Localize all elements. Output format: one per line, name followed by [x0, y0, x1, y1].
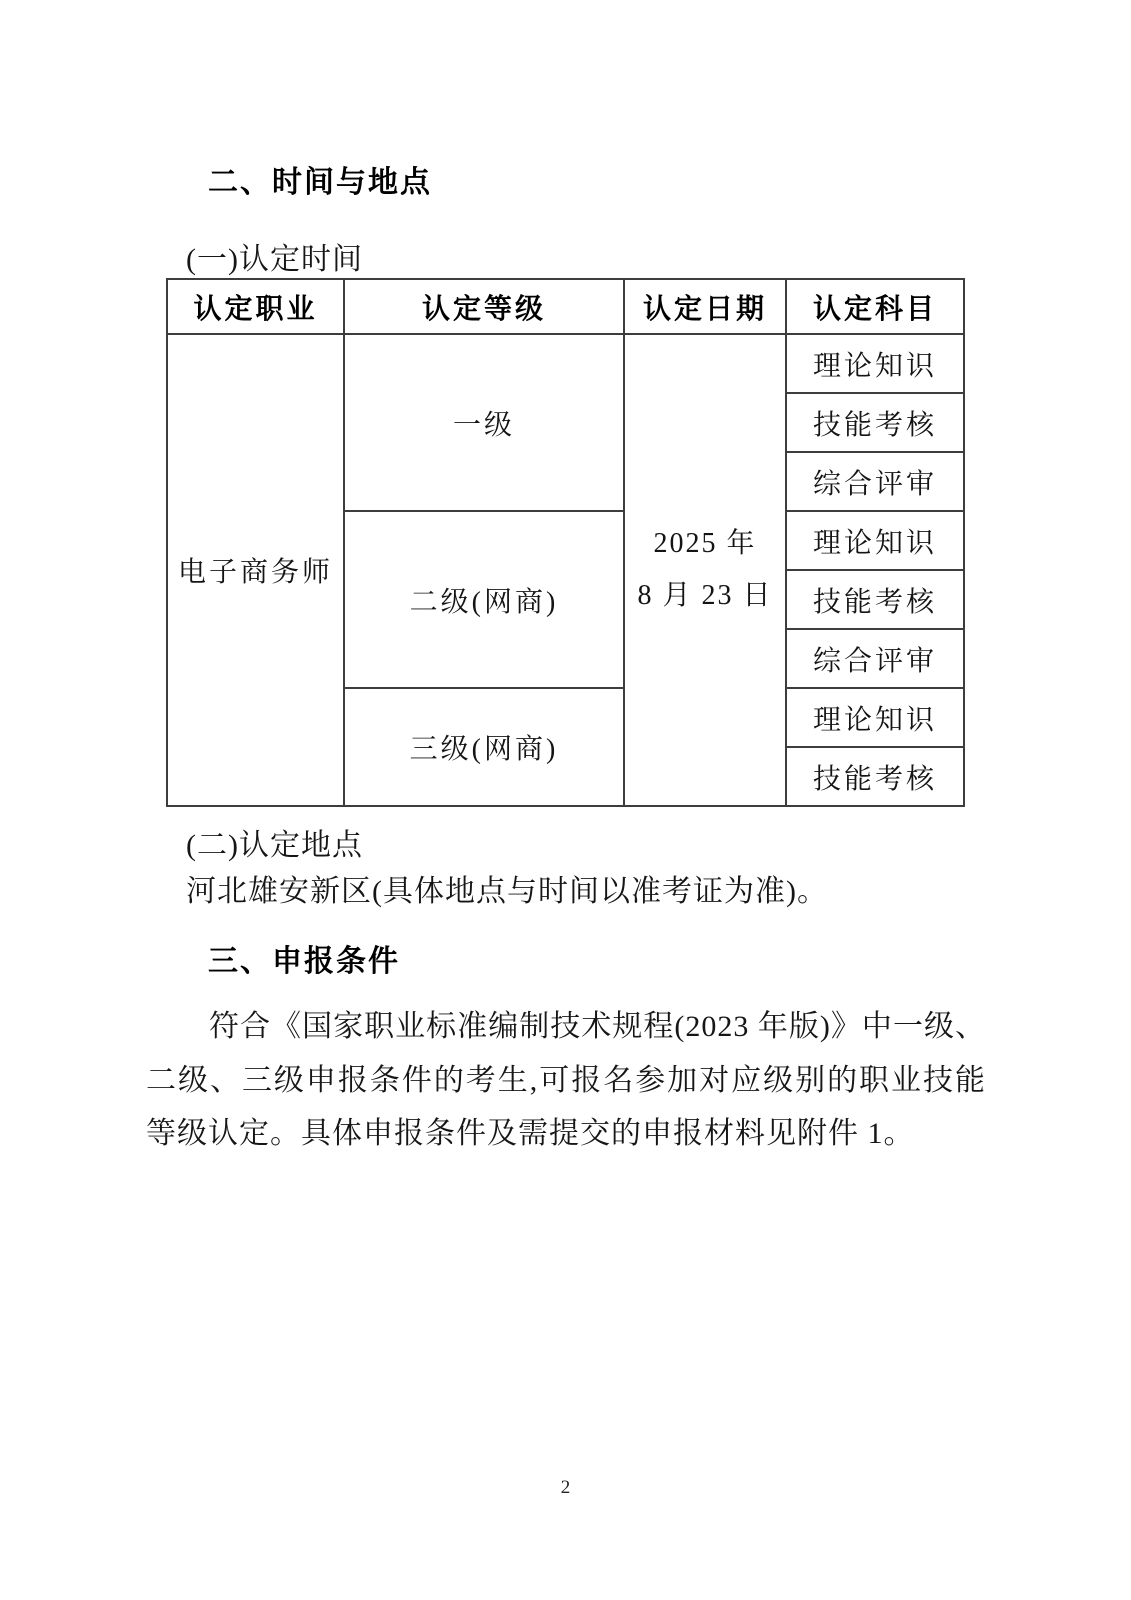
subject-cell: 综合评审	[786, 452, 964, 511]
date-line-day: 8 月 23 日	[637, 580, 773, 611]
occupation-cell: 电子商务师	[167, 334, 344, 806]
level-3-cell: 三级(网商)	[344, 688, 624, 806]
paragraph-line: 符合《国家职业标准编制技术规程(2023 年版)》中一级、	[209, 1010, 986, 1043]
subject-cell: 理论知识	[786, 688, 964, 747]
date-line-year: 2025 年	[653, 528, 757, 559]
subject-cell: 理论知识	[786, 511, 964, 570]
level-2-cell: 二级(网商)	[344, 511, 624, 688]
subject-cell: 技能考核	[786, 747, 964, 806]
section-heading-conditions: 三、申报条件	[208, 945, 400, 978]
conditions-paragraph	[146, 1000, 986, 1161]
paragraph-line: 等级认定。具体申报条件及需提交的申报材料见附件 1。	[146, 1117, 915, 1150]
section-heading-time-place: 二、时间与地点	[208, 166, 432, 199]
location-text: 河北雄安新区(具体地点与时间以准考证为准)。	[186, 875, 828, 908]
table-row	[167, 334, 964, 393]
certification-schedule-table	[166, 278, 965, 807]
subsection-heading-cert-time: (一)认定时间	[186, 243, 363, 276]
subject-cell: 技能考核	[786, 393, 964, 452]
page-number: 2	[560, 1477, 571, 1498]
column-header-occupation: 认定职业	[167, 279, 344, 334]
subject-cell: 综合评审	[786, 629, 964, 688]
column-header-date: 认定日期	[624, 279, 786, 334]
subject-cell: 技能考核	[786, 570, 964, 629]
subject-cell: 理论知识	[786, 334, 964, 393]
subsection-heading-cert-place: (二)认定地点	[186, 829, 363, 862]
table-header-row	[167, 279, 964, 334]
column-header-level: 认定等级	[344, 279, 624, 334]
column-header-subject: 认定科目	[786, 279, 964, 334]
level-1-cell: 一级	[344, 334, 624, 511]
date-cell	[624, 334, 786, 806]
paragraph-line: 二级、三级申报条件的考生,可报名参加对应级别的职业技能	[146, 1063, 986, 1097]
